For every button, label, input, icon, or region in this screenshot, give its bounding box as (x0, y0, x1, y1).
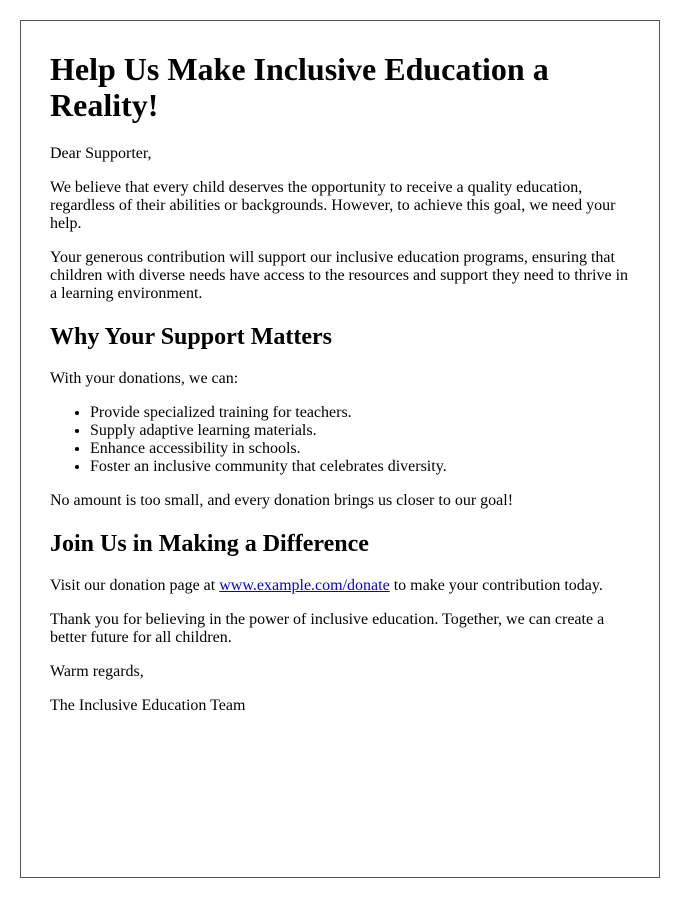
list-item: • Enhance accessibility in schools. (90, 440, 630, 458)
sign-off: Warm regards, (50, 663, 144, 680)
visit-prefix-text: Visit our donation page at (50, 577, 220, 594)
letter-title: Help Us Make Inclusive Education a Reality! (50, 51, 549, 123)
greeting: Dear Supporter, (50, 145, 152, 162)
section-heading-join-us: Join Us in Making a Difference (50, 531, 369, 557)
thanks-paragraph: Thank you for believing in the power of inclusive education. Together, we can create a better future for all children. (50, 611, 605, 646)
benefits-list (50, 404, 630, 476)
list-item: • Provide specialized training for teachers. (90, 404, 630, 422)
signature: The Inclusive Education Team (50, 697, 246, 714)
visit-suffix-text: to make your contribution today. (389, 577, 603, 594)
intro-paragraph-2: Your generous contribution will support our inclusive education programs, ensuring that children with diverse needs have access to the resources and support they need to thrive in a learning environment. (50, 249, 629, 302)
encouragement-text: No amount is too small, and every donation brings us closer to our goal! (50, 492, 514, 509)
donate-link[interactable]: www.example.com/donate (219, 577, 390, 594)
list-item: • Supply adaptive learning materials. (90, 422, 630, 440)
letter-container (20, 20, 660, 878)
intro-paragraph-1: We believe that every child deserves the opportunity to receive a quality education, regardless of their abilities or backgrounds. However, to achieve this goal, we need your help. (50, 179, 616, 232)
list-item: • Foster an inclusive community that celebrates diversity. (90, 458, 630, 476)
section-heading-why-support: Why Your Support Matters (50, 324, 333, 350)
donations-lead: With your donations, we can: (50, 370, 239, 387)
donation-page-paragraph (50, 577, 630, 595)
